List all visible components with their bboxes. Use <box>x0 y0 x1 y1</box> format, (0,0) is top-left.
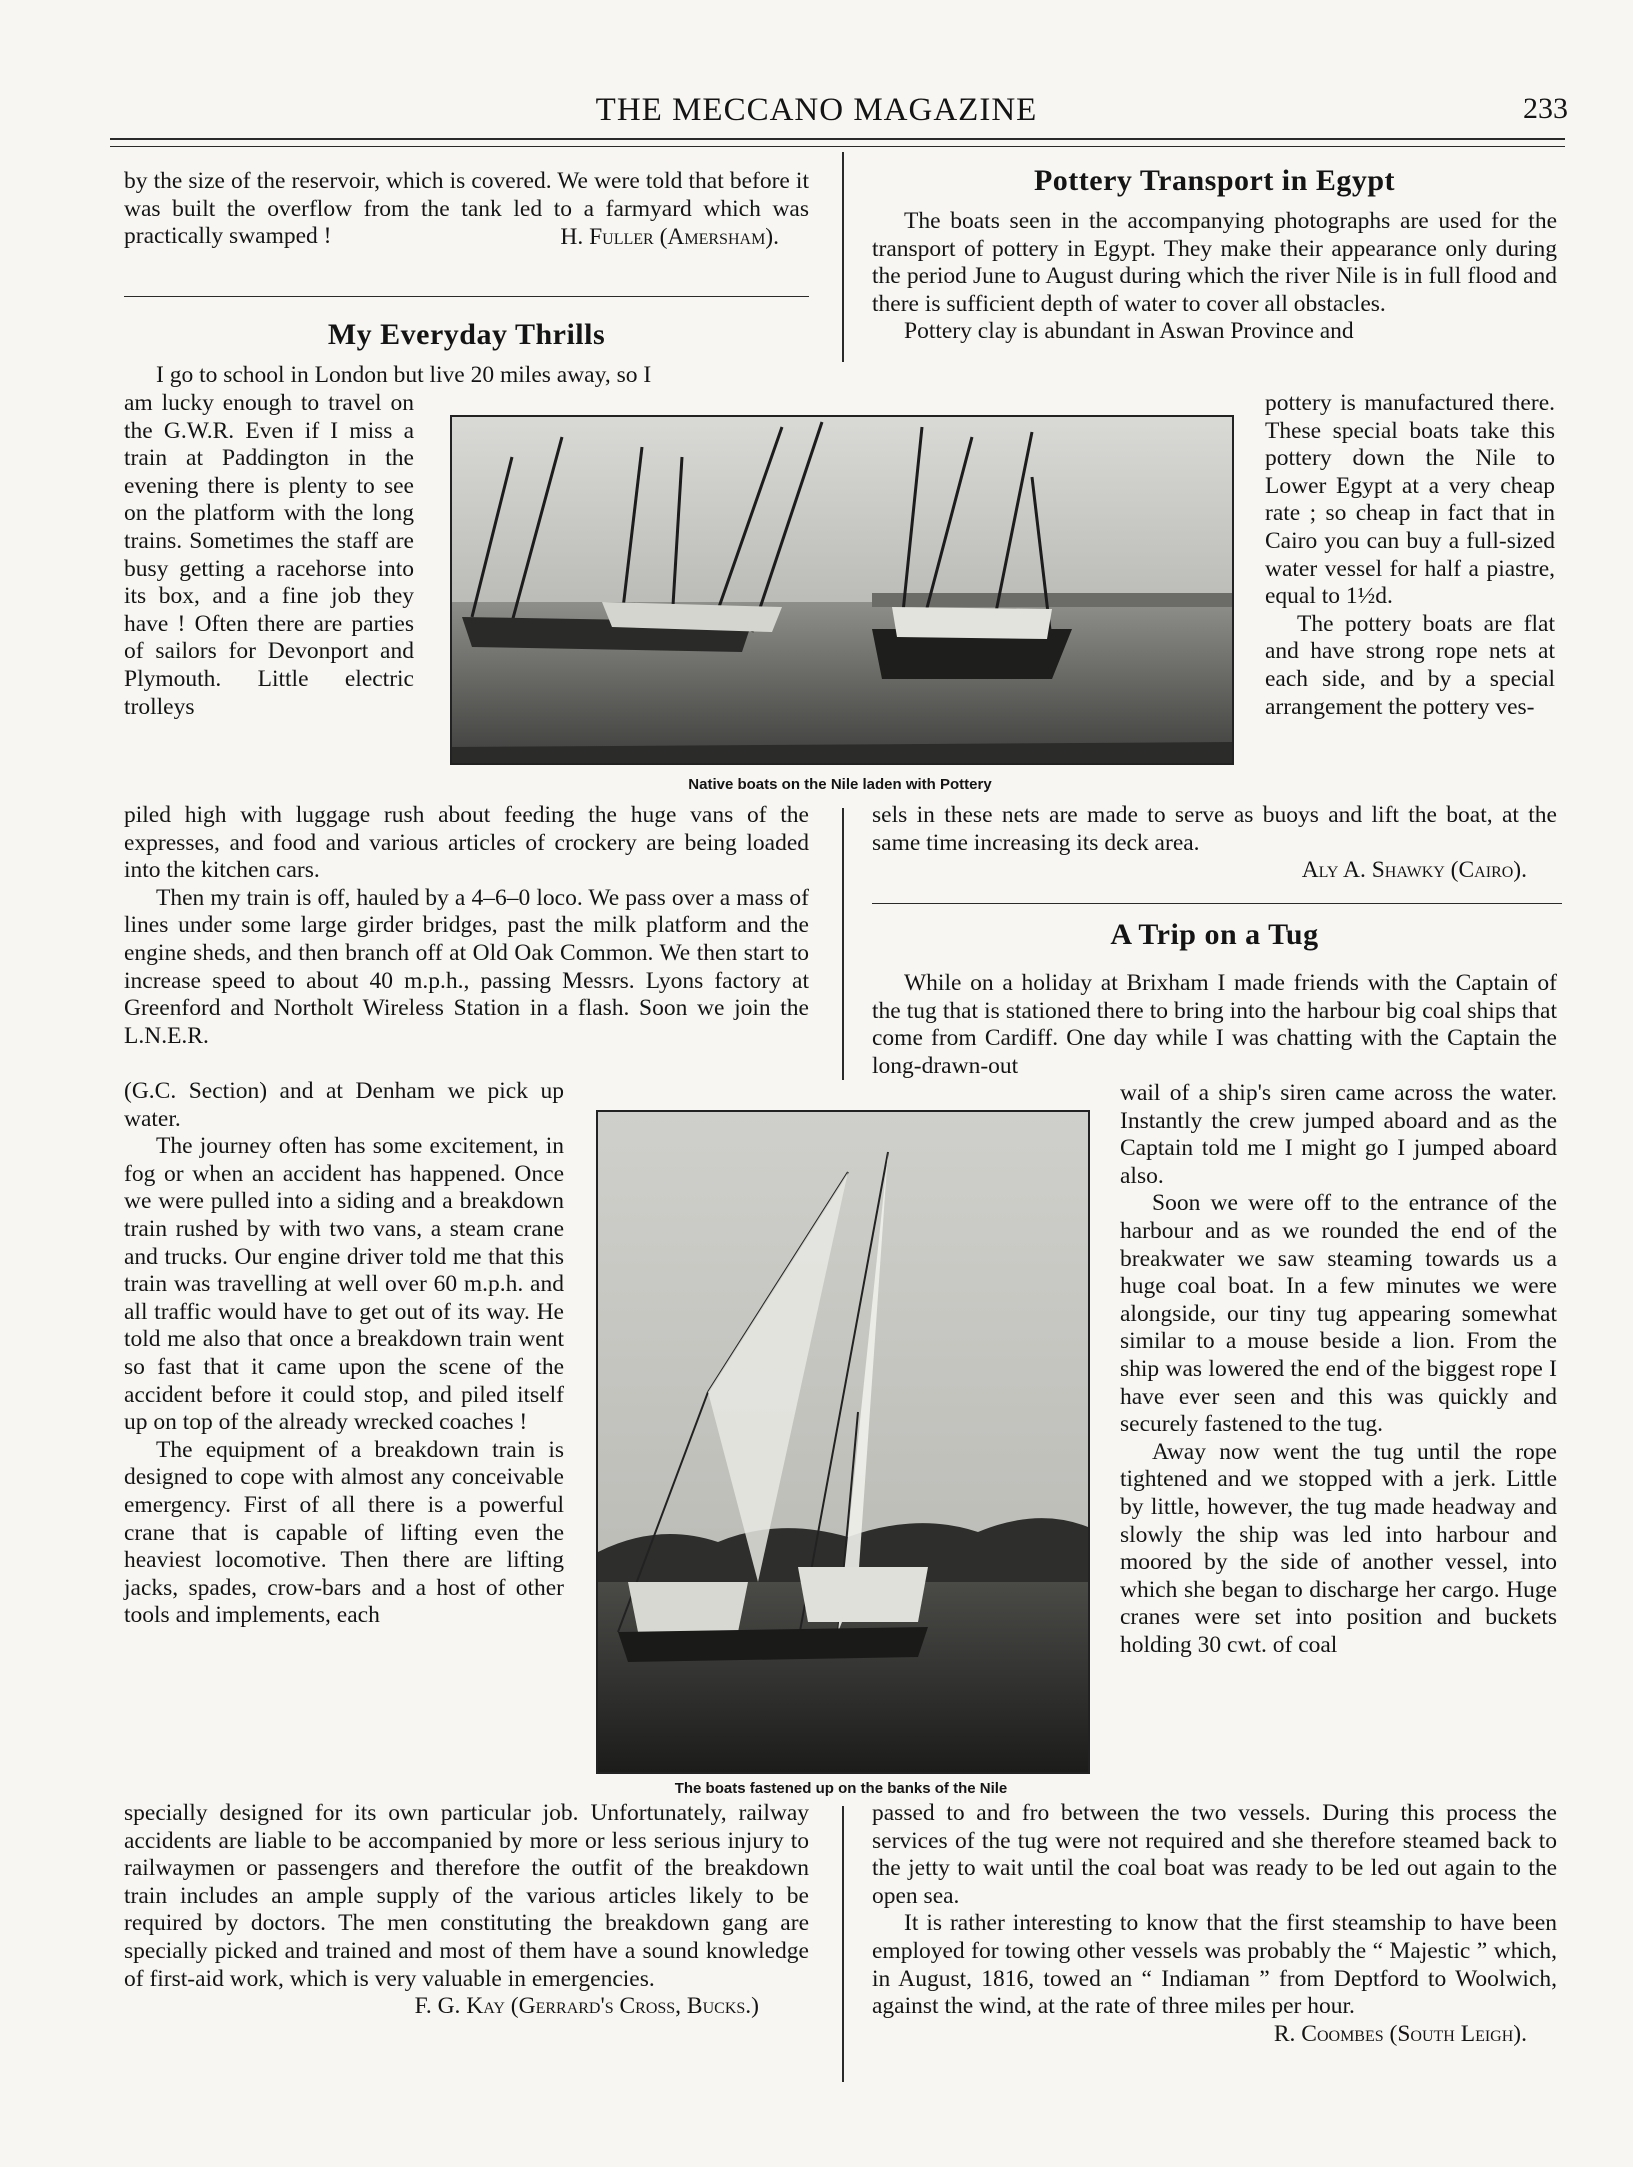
pottery-heading: Pottery Transport in Egypt <box>1033 164 1396 197</box>
section-rule-left <box>124 296 809 297</box>
thrills-p3: The journey often has some excitement, in fog or when an accident has happened. Once we were pulled into a siding and a breakdown train rushed by with two vans, a steam crane and trucks. Our engine driver told me that this train was travelling at well over 60 m.p.h. and all traffic would have to get out of its way. He told me also that once a breakdown train went so fast that it came upon the scene of the accident before it could stop, and piled itself up on top of the already wrecked coaches ! <box>124 1133 564 1436</box>
pottery-p2-start: Pottery clay is abundant in Aswan Province and <box>904 318 1354 345</box>
header-rule-top <box>110 138 1565 140</box>
thrills-p2: Then my train is off, hauled by a 4–6–0 loco. We pass over a mass of lines under some large girder bridges, past the milk platform and the engine sheds, and then branch off at Old Oak Common. We then start to increase speed to about 40 m.p.h., passing Messrs. Lyons factory at Greenford and Northolt Wireless Station in a flash. Soon we join the L.N.E.R. <box>124 884 809 1049</box>
tug-signature: R. Coombes (South Leigh). <box>1273 2020 1527 2047</box>
tug-p1-wrap: wail of a ship's siren came across the water. Instantly the crew jumped aboard and as the Captain told me I might go I jumped aboard also. <box>1120 1080 1557 1189</box>
section-rule-right <box>872 903 1562 904</box>
pottery-intro <box>872 208 1557 346</box>
nile-banks-illustration <box>598 1112 1088 1772</box>
nile-boats-photo <box>450 415 1234 765</box>
thrills-heading: My Everyday Thrills <box>327 318 606 351</box>
nile-banks-caption: The boats fastened up on the banks of the Nile <box>674 1780 1008 1797</box>
thrills-p4: The equipment of a breakdown train is designed to cope with almost any conceivable emergency. First of all there is a powerful crane that is capable of lifting even the heaviest locomotive. Then there are lifting jacks, spades, crow-bars and a host of other tools and implements, each <box>124 1436 564 1629</box>
pottery-signature: Aly A. Shawky (Cairo). <box>1301 857 1527 884</box>
running-title: THE MECCANO MAGAZINE <box>595 92 1038 128</box>
column-divider-middle <box>842 808 844 1080</box>
tug-p1: While on a holiday at Brixham I made friends with the Captain of the tug that is stationed there to bring into the harbour big coal ships that come from Cardiff. One day while I was chatting with the Captain the long-drawn-out <box>872 970 1557 1079</box>
thrills-intro <box>124 362 809 390</box>
tug-p4: It is rather interesting to know that the first steamship to have been employed for towing other vessels was probably the “ Majestic ” which, in August, 1816, towed an “ Indiaman ” from Deptford to Woolwich, against the wind, at the rate of three miles per hour. <box>872 1910 1557 2020</box>
column-divider-lower <box>842 1806 844 2082</box>
tug-p3: Away now went the tug until the rope tightened and we stopped with a jerk. Little by little, however, the tug made headway and slowly the ship was led into harbour and moored by the side of another vessel, into which she began to discharge her cargo. Huge cranes were set into position and buckets holding 30 cwt. of coal <box>1120 1438 1557 1658</box>
tug-p3-rest: passed to and fro between the two vessels. During this process the services of the tug were not required and she therefore steamed back to the jetty to wait until the coal boat was ready to be led out again to the open sea. <box>872 1800 1557 1909</box>
fuller-text: by the size of the reservoir, which is covered. We were told that before it was built the overflow from the tank led to a farmyard which was practically swamped ! <box>124 168 809 250</box>
tug-wrap-column <box>1120 1080 1557 1659</box>
thrills-body <box>124 802 809 1050</box>
header-rule-bottom <box>110 146 1565 147</box>
thrills-intro-text: I go to school in London but live 20 miles away, so I <box>156 362 652 388</box>
column-divider-upper <box>842 152 844 362</box>
fuller-letter <box>124 168 809 251</box>
thrills-p1-rest: piled high with luggage rush about feeding the huge vans of the expresses, and food and various articles of crockery are being loaded into the kitchen cars. <box>124 802 809 884</box>
pottery-p1: The boats seen in the accompanying photographs are used for the transport of pottery in Egypt. They make their appearance only during the period June to August during which the river Nile is in full flood and there is sufficient depth of water to cover all obstacles. <box>872 208 1557 317</box>
nile-boats-illustration <box>452 417 1232 763</box>
thrills-final <box>124 1800 809 2021</box>
page-number: 233 <box>1523 92 1568 125</box>
pottery-p2-wrap: pottery is manufactured there. These special boats take this pottery down the Nile to Lower Egypt at a very cheap rate ; so cheap in fact that in Cairo you can buy a full-sized water vessel for half a piastre, equal to 1½d. <box>1265 390 1555 610</box>
thrills-signature: F. G. Kay (Gerrard's Cross, Bucks.) <box>414 1993 759 2020</box>
tug-heading: A Trip on a Tug <box>1110 918 1319 951</box>
fuller-signature: H. Fuller (Amersham). <box>560 223 779 250</box>
nile-banks-photo <box>596 1110 1090 1774</box>
tug-final <box>872 1800 1557 2048</box>
thrills-p4-rest: specially designed for its own particular job. Unfortunately, railway accidents are liable to be accompanied by more or less serious injury to railwaymen or passengers and therefore the outfit of the breakdown train includes an ample supply of the various articles likely to be required by doctors. The men constituting the breakdown gang are specially picked and trained and most of them have a sound knowledge of first-aid work, which is very valuable in emergencies. <box>124 1800 809 1992</box>
pottery-p3-wrap: The pottery boats are flat and have strong rope nets at each side, and by a special arrangement the pottery ves- <box>1265 610 1555 720</box>
tug-intro <box>872 970 1557 1080</box>
thrills-p2-wrap: (G.C. Section) and at Denham we pick up water. <box>124 1078 564 1132</box>
thrills-wrap-text: am lucky enough to travel on the G.W.R. Even if I miss a train at Paddington in the evening there is plenty to see on the platform with the long trains. Sometimes the staff are busy getting a racehorse into its box, and a fine job they have ! Often there are parties of sailors for Devonport and Plymouth. Little electric trolleys <box>124 390 414 720</box>
thrills-wrap-column-2 <box>124 1078 564 1630</box>
tug-p2: Soon we were off to the entrance of the harbour and as we rounded the end of the breakwater we saw steaming towards us a huge coal boat. In a few minutes we were alongside, our tiny tug appearing somewhat similar to a mouse beside a lion. From the ship was lowered the end of the biggest rope I have ever seen and this was quickly and securely fastened to the tug. <box>1120 1190 1557 1438</box>
pottery-p3-rest: sels in these nets are made to serve as buoys and lift the boat, at the same time increasing its deck area. <box>872 802 1557 856</box>
pottery-wrap-column <box>1265 390 1555 721</box>
pottery-final <box>872 802 1557 885</box>
thrills-wrap-column <box>124 390 414 721</box>
nile-boats-caption: Native boats on the Nile laden with Pottery <box>688 776 992 793</box>
